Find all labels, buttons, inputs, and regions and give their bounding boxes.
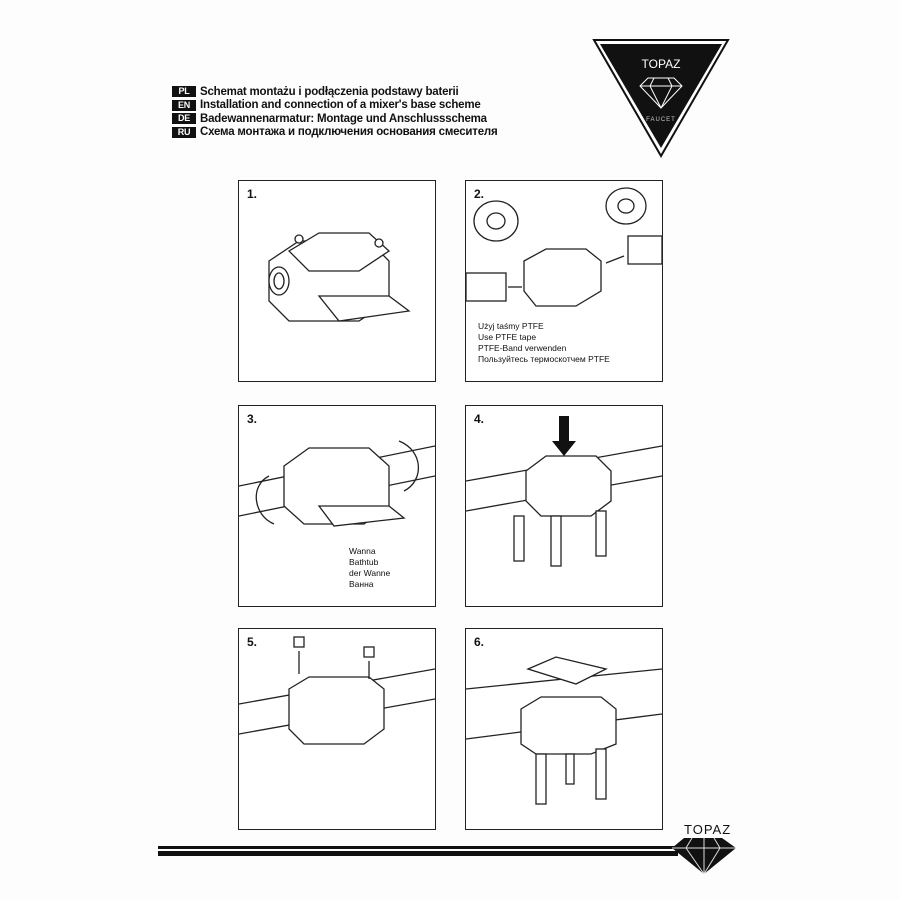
step-3-panel bbox=[238, 405, 436, 607]
base-box-illustration bbox=[239, 181, 435, 381]
step-number: 2. bbox=[474, 187, 485, 201]
ptfe-note: Użyj taśmy PTFE Use PTFE tape PTFE-Band verwenden Пользуйтесь термоскотчем PTFE bbox=[478, 321, 610, 364]
step-number: 6. bbox=[474, 635, 485, 649]
diamond-icon bbox=[672, 836, 740, 876]
step-number: 3. bbox=[247, 412, 258, 426]
title-en: EN Installation and connection of a mixer's base scheme bbox=[172, 99, 498, 113]
step-1-panel bbox=[238, 180, 436, 382]
remove-screws-illustration bbox=[239, 629, 435, 829]
step-4-panel bbox=[465, 405, 663, 607]
footer-bar bbox=[158, 846, 678, 856]
assembled-base-illustration bbox=[466, 629, 662, 829]
header-titles bbox=[172, 85, 498, 139]
arrow-down-icon bbox=[552, 416, 576, 456]
bathtub-label: Wanna Bathtub der Wanne Ванна bbox=[349, 546, 391, 589]
logo-brand: TOPAZ bbox=[641, 57, 681, 71]
step-number: 5. bbox=[247, 635, 258, 649]
title-de: DE Badewannenarmatur: Montage und Anschlussschema bbox=[172, 112, 498, 126]
title-pl: PL Schemat montażu i podłączenia podstawy baterii bbox=[172, 85, 498, 99]
rotate-illustration bbox=[239, 406, 435, 606]
step-number: 1. bbox=[247, 187, 258, 201]
step-2-panel bbox=[465, 180, 663, 382]
logo-sub: FAUCET bbox=[646, 117, 676, 123]
title-ru: RU Схема монтажа и подключения основания смесителя bbox=[172, 126, 498, 140]
step-number: 4. bbox=[474, 412, 485, 426]
step-6-panel bbox=[465, 628, 663, 830]
topaz-logo bbox=[592, 38, 730, 158]
step-5-panel bbox=[238, 628, 436, 830]
footer-brand: TOPAZ bbox=[684, 822, 732, 837]
press-down-illustration bbox=[466, 406, 662, 606]
